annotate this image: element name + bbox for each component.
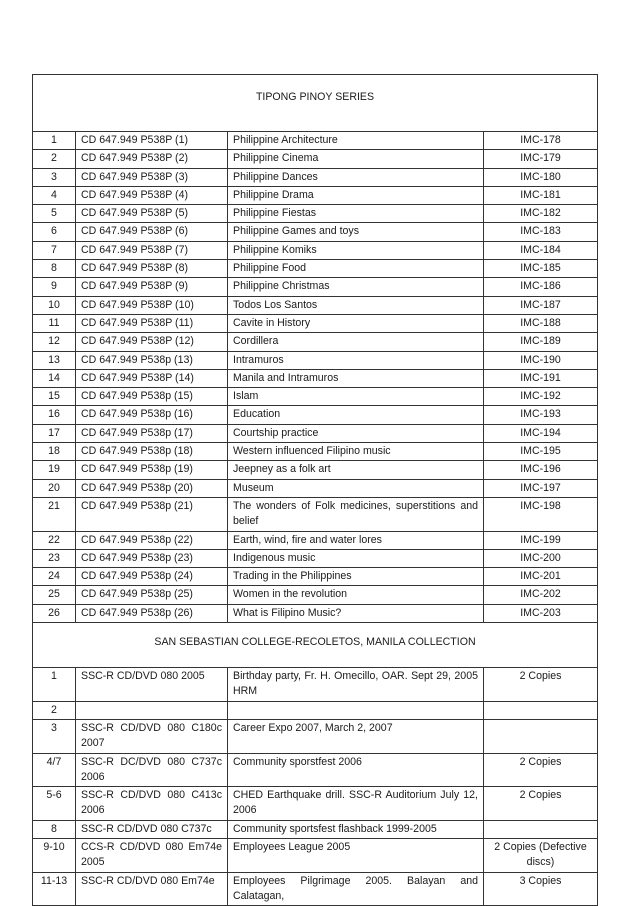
accession-code: IMC-178 <box>484 132 598 150</box>
table-row <box>33 314 598 332</box>
copies: 3 Copies <box>484 872 598 906</box>
item-title: Western influenced Filipino music <box>228 443 484 461</box>
accession-code: IMC-186 <box>484 278 598 296</box>
call-number: CD 647.949 P538p (13) <box>76 351 228 369</box>
call-number <box>76 701 228 719</box>
row-number: 14 <box>33 369 76 387</box>
table-row <box>33 568 598 586</box>
table-row <box>33 132 598 150</box>
call-number: CD 647.949 P538P (11) <box>76 314 228 332</box>
table-row <box>33 241 598 259</box>
row-number: 8 <box>33 260 76 278</box>
item-title: Philippine Cinema <box>228 150 484 168</box>
accession-code: IMC-198 <box>484 497 598 531</box>
call-number: CD 647.949 P538P (9) <box>76 278 228 296</box>
accession-code: IMC-195 <box>484 443 598 461</box>
table-row <box>33 872 598 906</box>
row-number: 9 <box>33 278 76 296</box>
call-number: CD 647.949 P538p (23) <box>76 549 228 567</box>
row-number: 1 <box>33 668 76 702</box>
accession-code: IMC-191 <box>484 369 598 387</box>
table-row <box>33 838 598 872</box>
item-title: Jeepney as a folk art <box>228 461 484 479</box>
copies <box>484 701 598 719</box>
table-row <box>33 406 598 424</box>
table-row <box>33 668 598 702</box>
item-title <box>228 701 484 719</box>
catalog-table <box>32 74 598 906</box>
item-title: Cordillera <box>228 333 484 351</box>
accession-code: IMC-182 <box>484 205 598 223</box>
table-row <box>33 424 598 442</box>
row-number: 2 <box>33 701 76 719</box>
call-number: CD 647.949 P538P (8) <box>76 260 228 278</box>
row-number: 5-6 <box>33 787 76 821</box>
section-title-row <box>33 75 598 132</box>
row-number: 12 <box>33 333 76 351</box>
item-title: Career Expo 2007, March 2, 2007 <box>228 719 484 753</box>
accession-code: IMC-200 <box>484 549 598 567</box>
table-row <box>33 753 598 787</box>
item-title: Philippine Christmas <box>228 278 484 296</box>
table-row <box>33 586 598 604</box>
accession-code: IMC-181 <box>484 186 598 204</box>
row-number: 13 <box>33 351 76 369</box>
accession-code: IMC-199 <box>484 531 598 549</box>
item-title: Manila and Intramuros <box>228 369 484 387</box>
call-number: CD 647.949 P538P (14) <box>76 369 228 387</box>
row-number: 10 <box>33 296 76 314</box>
copies: 2 Copies <box>484 753 598 787</box>
call-number: SSC-R CD/DVD 080 C413c 2006 <box>76 787 228 821</box>
call-number: CD 647.949 P538p (25) <box>76 586 228 604</box>
table-row <box>33 150 598 168</box>
table-row <box>33 278 598 296</box>
call-number: CD 647.949 P538p (17) <box>76 424 228 442</box>
accession-code: IMC-196 <box>484 461 598 479</box>
call-number: CD 647.949 P538p (19) <box>76 461 228 479</box>
accession-code: IMC-183 <box>484 223 598 241</box>
call-number: CD 647.949 P538p (15) <box>76 388 228 406</box>
item-title: Philippine Fiestas <box>228 205 484 223</box>
table-row <box>33 168 598 186</box>
table-row <box>33 531 598 549</box>
item-title: Education <box>228 406 484 424</box>
section-title-ssc-collection: SAN SEBASTIAN COLLEGE-RECOLETOS, MANILA COLLECTION <box>33 623 598 668</box>
call-number: CD 647.949 P538P (3) <box>76 168 228 186</box>
table-row <box>33 333 598 351</box>
item-title: Philippine Architecture <box>228 132 484 150</box>
table-row <box>33 820 598 838</box>
row-number: 2 <box>33 150 76 168</box>
item-title: CHED Earthquake drill. SSC-R Auditorium July 12, 2006 <box>228 787 484 821</box>
accession-code: IMC-185 <box>484 260 598 278</box>
row-number: 17 <box>33 424 76 442</box>
row-number: 3 <box>33 719 76 753</box>
accession-code: IMC-179 <box>484 150 598 168</box>
row-number: 6 <box>33 223 76 241</box>
call-number: CD 647.949 P538P (10) <box>76 296 228 314</box>
item-title: Community sporstfest 2006 <box>228 753 484 787</box>
document-page <box>32 74 597 906</box>
call-number: CD 647.949 P538P (5) <box>76 205 228 223</box>
item-title: Philippine Games and toys <box>228 223 484 241</box>
call-number: CD 647.949 P538p (26) <box>76 604 228 622</box>
item-title: Community sportsfest flashback 1999-2005 <box>228 820 484 838</box>
item-title: Trading in the Philippines <box>228 568 484 586</box>
item-title: Philippine Komiks <box>228 241 484 259</box>
table-row <box>33 388 598 406</box>
row-number: 20 <box>33 479 76 497</box>
table-row <box>33 461 598 479</box>
table-row <box>33 205 598 223</box>
row-number: 1 <box>33 132 76 150</box>
item-title: Earth, wind, fire and water lores <box>228 531 484 549</box>
row-number: 25 <box>33 586 76 604</box>
accession-code: IMC-184 <box>484 241 598 259</box>
copies <box>484 719 598 753</box>
item-title: Women in the revolution <box>228 586 484 604</box>
table-row <box>33 296 598 314</box>
table-row <box>33 443 598 461</box>
item-title: Cavite in History <box>228 314 484 332</box>
table-row <box>33 186 598 204</box>
accession-code: IMC-190 <box>484 351 598 369</box>
row-number: 8 <box>33 820 76 838</box>
row-number: 23 <box>33 549 76 567</box>
table-row <box>33 351 598 369</box>
table-row <box>33 719 598 753</box>
row-number: 21 <box>33 497 76 531</box>
call-number: SSC-R CD/DVD 080 C737c <box>76 820 228 838</box>
call-number: CD 647.949 P538p (16) <box>76 406 228 424</box>
accession-code: IMC-197 <box>484 479 598 497</box>
copies: 2 Copies <box>484 668 598 702</box>
accession-code: IMC-187 <box>484 296 598 314</box>
item-title: Intramuros <box>228 351 484 369</box>
item-title: Philippine Dances <box>228 168 484 186</box>
table-row <box>33 223 598 241</box>
call-number: CD 647.949 P538P (12) <box>76 333 228 351</box>
accession-code: IMC-203 <box>484 604 598 622</box>
item-title: Todos Los Santos <box>228 296 484 314</box>
row-number: 11 <box>33 314 76 332</box>
row-number: 26 <box>33 604 76 622</box>
item-title: Islam <box>228 388 484 406</box>
copies: 2 Copies (Defective discs) <box>484 838 598 872</box>
table-row <box>33 497 598 531</box>
section-title-tipong-pinoy: TIPONG PINOY SERIES <box>255 91 375 103</box>
accession-code: IMC-202 <box>484 586 598 604</box>
call-number: CD 647.949 P538p (22) <box>76 531 228 549</box>
call-number: CD 647.949 P538P (6) <box>76 223 228 241</box>
accession-code: IMC-188 <box>484 314 598 332</box>
call-number: CD 647.949 P538p (18) <box>76 443 228 461</box>
row-number: 9-10 <box>33 838 76 872</box>
copies <box>484 820 598 838</box>
call-number: CD 647.949 P538p (21) <box>76 497 228 531</box>
call-number: SSC-R CD/DVD 080 2005 <box>76 668 228 702</box>
item-title: Museum <box>228 479 484 497</box>
accession-code: IMC-201 <box>484 568 598 586</box>
item-title: Philippine Food <box>228 260 484 278</box>
row-number: 15 <box>33 388 76 406</box>
row-number: 18 <box>33 443 76 461</box>
call-number: CCS-R CD/DVD 080 Em74e 2005 <box>76 838 228 872</box>
table-row <box>33 369 598 387</box>
row-number: 11-13 <box>33 872 76 906</box>
row-number: 3 <box>33 168 76 186</box>
item-title: Indigenous music <box>228 549 484 567</box>
table-row <box>33 787 598 821</box>
call-number: CD 647.949 P538P (7) <box>76 241 228 259</box>
item-title: Employees Pilgrimage 2005. Balayan and Calatagan, <box>228 872 484 906</box>
item-title: What is Filipino Music? <box>228 604 484 622</box>
row-number: 5 <box>33 205 76 223</box>
item-title: The wonders of Folk medicines, superstitions and belief <box>228 497 484 531</box>
section-title-row <box>33 623 598 668</box>
row-number: 16 <box>33 406 76 424</box>
item-title: Courtship practice <box>228 424 484 442</box>
call-number: CD 647.949 P538p (24) <box>76 568 228 586</box>
call-number: SSC-R DC/DVD 080 C737c 2006 <box>76 753 228 787</box>
table-row <box>33 479 598 497</box>
accession-code: IMC-193 <box>484 406 598 424</box>
row-number: 19 <box>33 461 76 479</box>
accession-code: IMC-194 <box>484 424 598 442</box>
copies: 2 Copies <box>484 787 598 821</box>
item-title: Philippine Drama <box>228 186 484 204</box>
accession-code: IMC-189 <box>484 333 598 351</box>
row-number: 4 <box>33 186 76 204</box>
accession-code: IMC-180 <box>484 168 598 186</box>
call-number: CD 647.949 P538P (1) <box>76 132 228 150</box>
call-number: CD 647.949 P538P (4) <box>76 186 228 204</box>
table-row <box>33 604 598 622</box>
row-number: 7 <box>33 241 76 259</box>
row-number: 22 <box>33 531 76 549</box>
accession-code: IMC-192 <box>484 388 598 406</box>
item-title: Birthday party, Fr. H. Omecillo, OAR. Sept 29, 2005 HRM <box>228 668 484 702</box>
table-row <box>33 701 598 719</box>
row-number: 4/7 <box>33 753 76 787</box>
call-number: SSC-R CD/DVD 080 Em74e <box>76 872 228 906</box>
call-number: CD 647.949 P538p (20) <box>76 479 228 497</box>
row-number: 24 <box>33 568 76 586</box>
table-row <box>33 549 598 567</box>
table-row <box>33 260 598 278</box>
item-title: Employees League 2005 <box>228 838 484 872</box>
call-number: SSC-R CD/DVD 080 C180c 2007 <box>76 719 228 753</box>
call-number: CD 647.949 P538P (2) <box>76 150 228 168</box>
